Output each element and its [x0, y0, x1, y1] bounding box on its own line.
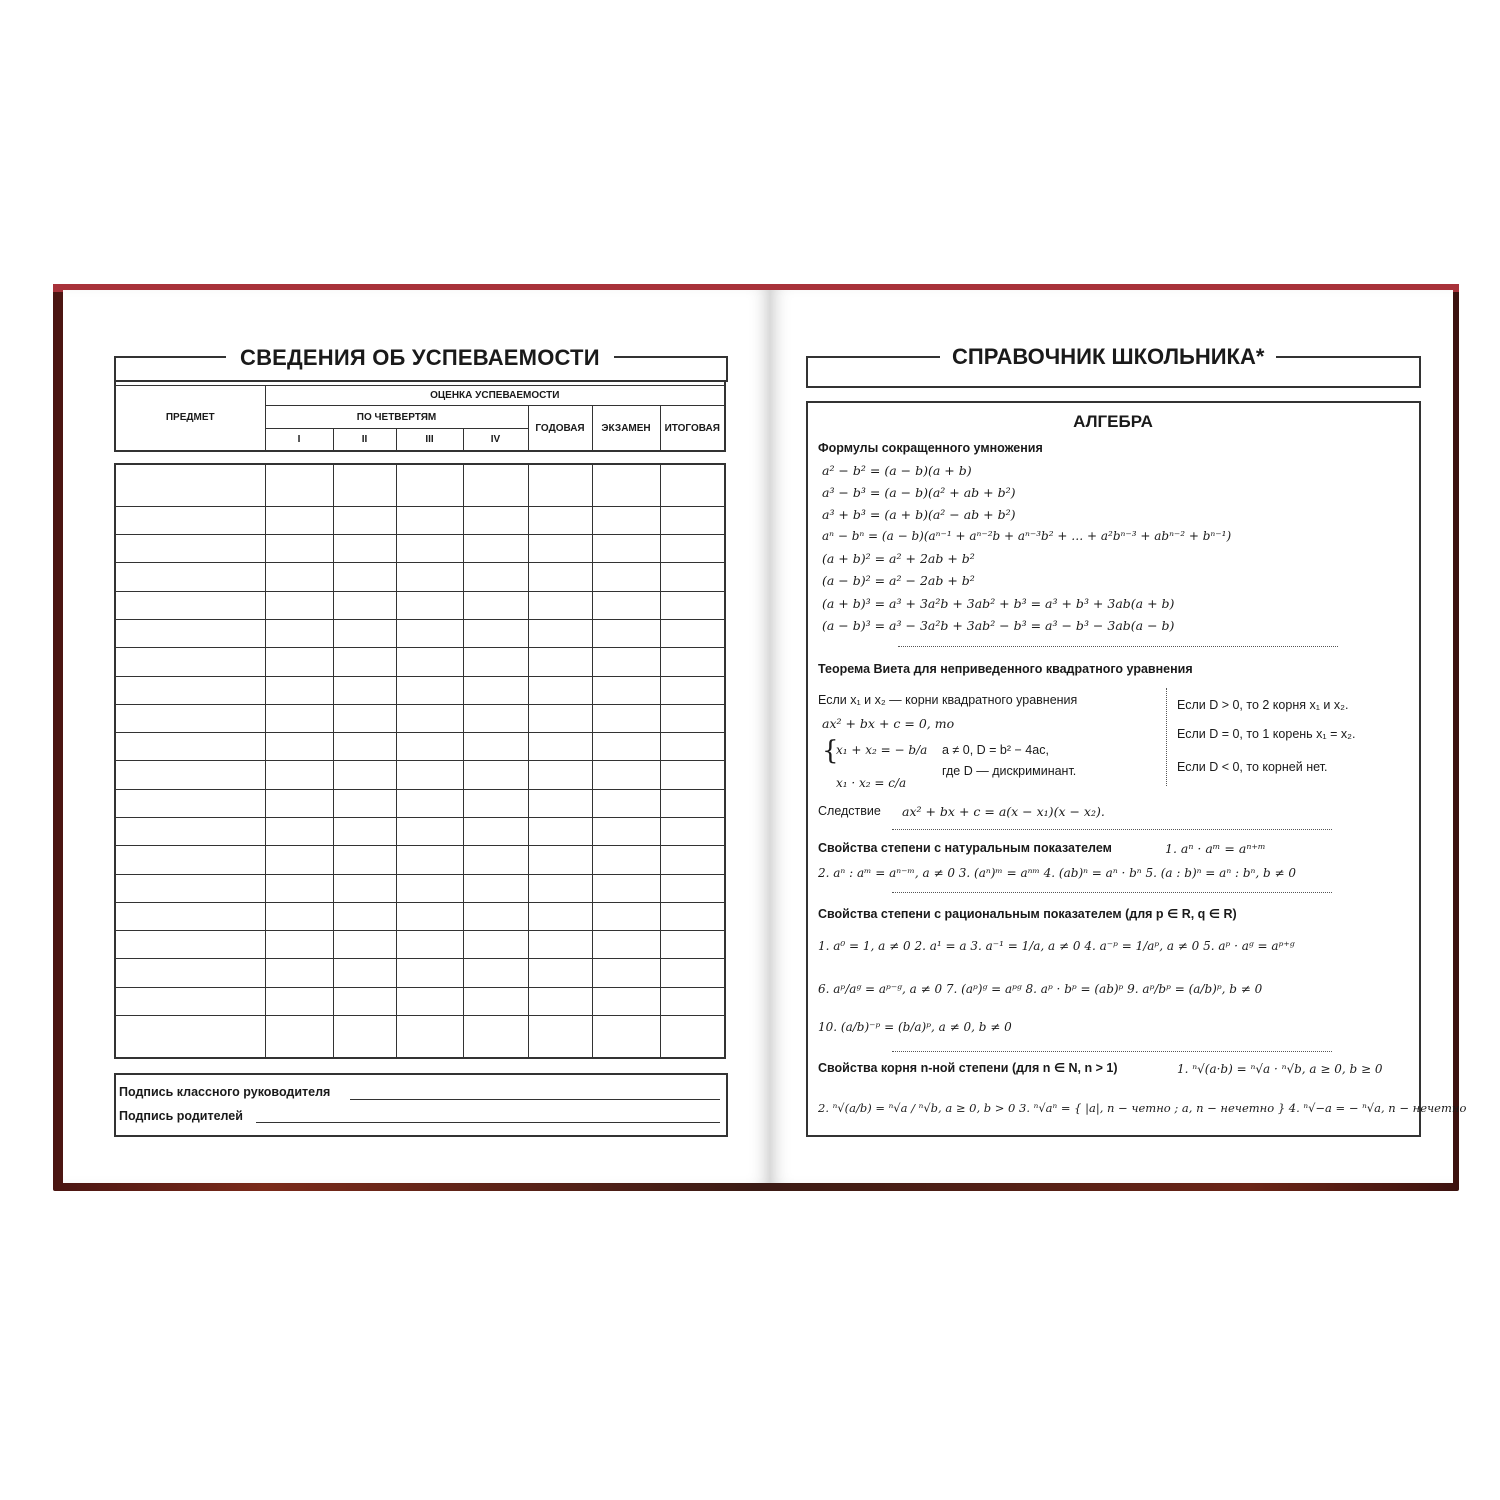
grade-cell[interactable]: [333, 818, 396, 846]
grade-cell[interactable]: [528, 648, 592, 676]
grade-cell[interactable]: [528, 506, 592, 534]
grade-cell[interactable]: [265, 563, 333, 591]
header-q1: I: [265, 428, 333, 451]
grade-cell[interactable]: [660, 648, 725, 676]
grade-cell[interactable]: [463, 620, 528, 648]
vertical-separator: [1166, 688, 1167, 786]
right-page-title: СПРАВОЧНИК ШКОЛЬНИКА*: [940, 344, 1276, 370]
grade-cell[interactable]: [265, 620, 333, 648]
header-q4: IV: [463, 428, 528, 451]
grade-cell[interactable]: [660, 464, 725, 506]
grade-cell[interactable]: [528, 818, 592, 846]
grade-cell[interactable]: [396, 931, 463, 959]
separator: [892, 892, 1332, 893]
signature-parents-label: Подпись родителей: [119, 1109, 243, 1123]
formula: aⁿ − bⁿ = (a − b)(aⁿ⁻¹ + aⁿ⁻²b + aⁿ⁻³b² + … + a²bⁿ⁻³ + abⁿ⁻² + bⁿ⁻¹): [822, 529, 1232, 543]
grade-cell[interactable]: [115, 987, 265, 1015]
formula: a³ − b³ = (a − b)(a² + ab + b²): [822, 485, 1016, 500]
table-row: [115, 535, 725, 563]
grade-cell[interactable]: [396, 563, 463, 591]
grade-cell[interactable]: [528, 733, 592, 761]
signature-teacher-line[interactable]: [350, 1099, 720, 1100]
grade-cell[interactable]: [660, 1015, 725, 1058]
formula: a² − b² = (a − b)(a + b): [822, 463, 972, 478]
grade-cell[interactable]: [660, 931, 725, 959]
vieta-sum: x₁ + x₂ = − b/a: [836, 743, 928, 757]
brace-icon: {: [822, 736, 839, 766]
grade-cell[interactable]: [528, 563, 592, 591]
grade-cell[interactable]: [463, 987, 528, 1015]
grade-cell[interactable]: [333, 591, 396, 619]
grade-cell[interactable]: [528, 676, 592, 704]
grade-cell[interactable]: [265, 761, 333, 789]
table-row: [115, 676, 725, 704]
formula: (a + b)³ = a³ + 3a²b + 3ab² + b³ = a³ + b³ + 3ab(a + b): [822, 596, 1175, 611]
grade-cell[interactable]: [265, 591, 333, 619]
header-annual: ГОДОВАЯ: [528, 406, 592, 451]
grade-body-table: [114, 463, 726, 1059]
grade-cell[interactable]: [396, 987, 463, 1015]
grade-cell[interactable]: [592, 648, 660, 676]
vieta-case1: Если D > 0, то 2 корня x₁ и x₂.: [1177, 698, 1349, 712]
table-row: [115, 902, 725, 930]
grade-cell[interactable]: [660, 733, 725, 761]
grade-cell[interactable]: [660, 704, 725, 732]
grade-cell[interactable]: [115, 620, 265, 648]
grade-cell[interactable]: [115, 704, 265, 732]
table-row: [115, 506, 725, 534]
grade-cell[interactable]: [115, 563, 265, 591]
grade-cell[interactable]: [115, 591, 265, 619]
table-row: [115, 591, 725, 619]
grade-cell[interactable]: [463, 506, 528, 534]
grade-cell[interactable]: [528, 959, 592, 987]
grade-cell[interactable]: [396, 733, 463, 761]
grade-cell[interactable]: [265, 733, 333, 761]
table-row: [115, 563, 725, 591]
table-row: [115, 761, 725, 789]
grade-cell[interactable]: [463, 1015, 528, 1058]
grade-cell[interactable]: [115, 874, 265, 902]
table-row: [115, 648, 725, 676]
grade-cell[interactable]: [592, 931, 660, 959]
grade-cell[interactable]: [265, 676, 333, 704]
grade-cell[interactable]: [333, 1015, 396, 1058]
grade-cell[interactable]: [592, 506, 660, 534]
grade-cell[interactable]: [115, 506, 265, 534]
grade-cell[interactable]: [333, 464, 396, 506]
grade-cell[interactable]: [592, 818, 660, 846]
header-q2: II: [333, 428, 396, 451]
grade-cell[interactable]: [265, 704, 333, 732]
grade-cell[interactable]: [660, 506, 725, 534]
root-property-row: 2. ⁿ√(a/b) = ⁿ√a / ⁿ√b, a ≥ 0, b > 0 3. ⁿ√aⁿ = { |a|, n − четно ; a, n − нечетно } 4. ⁿ√−a = − ⁿ√a, n − нечетно: [818, 1101, 1467, 1115]
grade-cell[interactable]: [660, 846, 725, 874]
grade-cell[interactable]: [463, 704, 528, 732]
grade-cell[interactable]: [660, 761, 725, 789]
grade-cell[interactable]: [528, 761, 592, 789]
corollary-formula: ax² + bx + c = a(x − x₁)(x − x₂).: [902, 804, 1105, 819]
formula: (a + b)² = a² + 2ab + b²: [822, 551, 975, 566]
grade-cell[interactable]: [396, 1015, 463, 1058]
root-title: Свойства корня n-ной степени (для n ∈ N, n > 1): [818, 1061, 1118, 1075]
grade-cell[interactable]: [463, 563, 528, 591]
grade-header-table: [114, 380, 726, 452]
grade-cell[interactable]: [463, 676, 528, 704]
grade-cell[interactable]: [115, 648, 265, 676]
grade-cell[interactable]: [396, 506, 463, 534]
grade-cell[interactable]: [463, 591, 528, 619]
grade-cell[interactable]: [265, 959, 333, 987]
grade-cell[interactable]: [396, 704, 463, 732]
vieta-line1: Если x₁ и x₂ — корни квадратного уравнения: [818, 693, 1078, 707]
grade-cell[interactable]: [463, 733, 528, 761]
grade-cell[interactable]: [396, 846, 463, 874]
grade-cell[interactable]: [592, 535, 660, 563]
grade-cell[interactable]: [592, 563, 660, 591]
grade-cell[interactable]: [396, 761, 463, 789]
grade-cell[interactable]: [528, 620, 592, 648]
grade-cell[interactable]: [592, 789, 660, 817]
grade-cell[interactable]: [396, 676, 463, 704]
grade-cell[interactable]: [396, 464, 463, 506]
vieta-case3: Если D < 0, то корней нет.: [1177, 760, 1328, 774]
root-property-1: 1. ⁿ√(a·b) = ⁿ√a · ⁿ√b, a ≥ 0, b ≥ 0: [1177, 1062, 1383, 1076]
table-row: [115, 874, 725, 902]
grade-cell[interactable]: [333, 902, 396, 930]
grade-cell[interactable]: [660, 902, 725, 930]
grade-cell[interactable]: [265, 874, 333, 902]
grade-cell[interactable]: [528, 535, 592, 563]
vieta-title: Теорема Виета для неприведенного квадратного уравнения: [818, 662, 1193, 676]
grade-cell[interactable]: [265, 902, 333, 930]
grade-cell[interactable]: [660, 818, 725, 846]
grade-cell[interactable]: [463, 818, 528, 846]
grade-cell[interactable]: [333, 846, 396, 874]
grade-cell[interactable]: [528, 987, 592, 1015]
formula: (a − b)³ = a³ − 3a²b + 3ab² − b³ = a³ − b³ − 3ab(a − b): [822, 618, 1175, 633]
grade-cell[interactable]: [115, 931, 265, 959]
table-row: [115, 818, 725, 846]
separator: [898, 646, 1338, 647]
grade-cell[interactable]: [592, 620, 660, 648]
grade-cell[interactable]: [660, 620, 725, 648]
formula: (a − b)² = a² − 2ab + b²: [822, 573, 975, 588]
rational-power-row1: 1. a⁰ = 1, a ≠ 0 2. a¹ = a 3. a⁻¹ = 1/a, a ≠ 0 4. a⁻ᵖ = 1/aᵖ, a ≠ 0 5. aᵖ · aᵍ = aᵖ⁺ᵍ: [818, 939, 1295, 953]
table-row: [115, 931, 725, 959]
grade-cell[interactable]: [115, 676, 265, 704]
natural-power-row: 2. aⁿ : aᵐ = aⁿ⁻ᵐ, a ≠ 0 3. (aⁿ)ᵐ = aⁿᵐ 4. (ab)ⁿ = aⁿ · bⁿ 5. (a : b)ⁿ = aⁿ : bⁿ, b ≠ 0: [818, 866, 1297, 880]
grade-cell[interactable]: [528, 846, 592, 874]
grade-cell[interactable]: [115, 733, 265, 761]
grade-cell[interactable]: [115, 761, 265, 789]
table-row: [115, 987, 725, 1015]
grade-cell[interactable]: [592, 1015, 660, 1058]
header-quarters: ПО ЧЕТВЕРТЯМ: [265, 406, 528, 429]
rational-power-row3: 10. (a/b)⁻ᵖ = (b/a)ᵖ, a ≠ 0, b ≠ 0: [818, 1020, 1012, 1034]
grade-cell[interactable]: [265, 789, 333, 817]
corollary-label: Следствие: [818, 804, 881, 818]
grade-cell[interactable]: [660, 789, 725, 817]
grade-cell[interactable]: [265, 987, 333, 1015]
grade-cell[interactable]: [265, 535, 333, 563]
grade-cell[interactable]: [592, 591, 660, 619]
grade-cell[interactable]: [333, 959, 396, 987]
grade-cell[interactable]: [592, 874, 660, 902]
vieta-where: где D — дискриминант.: [942, 764, 1077, 778]
grade-cell[interactable]: [115, 789, 265, 817]
signature-parents-line[interactable]: [256, 1122, 720, 1123]
grade-cell[interactable]: [115, 535, 265, 563]
grade-cell[interactable]: [115, 464, 265, 506]
vieta-line2: ax² + bx + c = 0, то: [822, 716, 955, 731]
grade-cell[interactable]: [333, 931, 396, 959]
table-row: [115, 620, 725, 648]
grade-cell[interactable]: [463, 959, 528, 987]
grade-cell[interactable]: [528, 591, 592, 619]
grade-cell[interactable]: [592, 761, 660, 789]
header-exam: ЭКЗАМЕН: [592, 406, 660, 451]
grade-cell[interactable]: [528, 1015, 592, 1058]
grade-cell[interactable]: [592, 846, 660, 874]
grade-cell[interactable]: [115, 902, 265, 930]
grade-cell[interactable]: [660, 959, 725, 987]
grade-cell[interactable]: [463, 648, 528, 676]
header-final: ИТОГОВАЯ: [660, 406, 725, 451]
grade-cell[interactable]: [463, 789, 528, 817]
formula: a³ + b³ = (a + b)(a² − ab + b²): [822, 507, 1016, 522]
grade-cell[interactable]: [396, 591, 463, 619]
grade-cell[interactable]: [660, 563, 725, 591]
grade-cell[interactable]: [463, 535, 528, 563]
grade-cell[interactable]: [463, 761, 528, 789]
header-subject: ПРЕДМЕТ: [115, 385, 265, 451]
rational-power-title: Свойства степени с рациональным показателем (для p ∈ R, q ∈ R): [818, 907, 1237, 921]
grade-cell[interactable]: [592, 676, 660, 704]
section-title: АЛГЕБРА: [1073, 412, 1153, 431]
natural-power-1: 1. aⁿ · aᵐ = aⁿ⁺ᵐ: [1165, 841, 1266, 856]
table-row: [115, 1015, 725, 1058]
grade-cell[interactable]: [528, 931, 592, 959]
grade-cell[interactable]: [396, 620, 463, 648]
table-row: [115, 733, 725, 761]
abbrev-title: Формулы сокращенного умножения: [818, 441, 1043, 455]
grade-cell[interactable]: [592, 733, 660, 761]
grade-cell[interactable]: [115, 846, 265, 874]
grade-cell[interactable]: [115, 1015, 265, 1058]
grade-cell[interactable]: [396, 874, 463, 902]
separator: [892, 1051, 1332, 1052]
grade-cell[interactable]: [333, 648, 396, 676]
grade-cell[interactable]: [396, 902, 463, 930]
grade-cell[interactable]: [333, 620, 396, 648]
grade-cell[interactable]: [528, 464, 592, 506]
grade-cell[interactable]: [333, 563, 396, 591]
grade-cell[interactable]: [396, 959, 463, 987]
table-row: [115, 704, 725, 732]
grade-cell[interactable]: [396, 535, 463, 563]
grade-cell[interactable]: [115, 818, 265, 846]
grade-cell[interactable]: [265, 506, 333, 534]
grade-cell[interactable]: [333, 506, 396, 534]
grade-cell[interactable]: [463, 902, 528, 930]
grade-cell[interactable]: [463, 931, 528, 959]
grade-cell[interactable]: [396, 818, 463, 846]
rational-power-row2: 6. aᵖ/aᵍ = aᵖ⁻ᵍ, a ≠ 0 7. (aᵖ)ᵍ = aᵖᵍ 8. aᵖ · bᵖ = (ab)ᵖ 9. aᵖ/bᵖ = (a/b)ᵖ, b ≠ 0: [818, 982, 1263, 996]
grade-cell[interactable]: [333, 987, 396, 1015]
grade-cell[interactable]: [115, 959, 265, 987]
grade-cell[interactable]: [333, 874, 396, 902]
grade-cell[interactable]: [463, 846, 528, 874]
grade-cell[interactable]: [333, 761, 396, 789]
grade-cell[interactable]: [660, 987, 725, 1015]
table-row: [115, 789, 725, 817]
grade-cell[interactable]: [265, 846, 333, 874]
table-row: [115, 846, 725, 874]
grade-cell[interactable]: [265, 818, 333, 846]
header-performance: ОЦЕНКА УСПЕВАЕМОСТИ: [265, 385, 725, 406]
vieta-condition: a ≠ 0, D = b² − 4ac,: [942, 743, 1049, 757]
vieta-case2: Если D = 0, то 1 корень x₁ = x₂.: [1177, 727, 1356, 741]
grade-cell[interactable]: [528, 874, 592, 902]
grade-cell[interactable]: [265, 931, 333, 959]
grade-cell[interactable]: [660, 591, 725, 619]
grade-cell[interactable]: [592, 959, 660, 987]
grade-cell[interactable]: [592, 902, 660, 930]
grade-cell[interactable]: [592, 704, 660, 732]
grade-cell[interactable]: [265, 1015, 333, 1058]
grade-cell[interactable]: [265, 464, 333, 506]
grade-cell[interactable]: [265, 648, 333, 676]
signature-box: [114, 1073, 728, 1137]
grade-cell[interactable]: [660, 874, 725, 902]
grade-cell[interactable]: [396, 789, 463, 817]
grade-cell[interactable]: [660, 676, 725, 704]
natural-power-title: Свойства степени с натуральным показателем: [818, 841, 1112, 855]
grade-cell[interactable]: [463, 464, 528, 506]
signature-teacher-label: Подпись классного руководителя: [119, 1085, 331, 1099]
table-row: [115, 959, 725, 987]
header-q3: III: [396, 428, 463, 451]
table-row: [115, 464, 725, 506]
grade-cell[interactable]: [528, 704, 592, 732]
grade-cell[interactable]: [333, 733, 396, 761]
grade-cell[interactable]: [592, 987, 660, 1015]
grade-cell[interactable]: [660, 535, 725, 563]
grade-cell[interactable]: [333, 535, 396, 563]
grade-cell[interactable]: [333, 789, 396, 817]
grade-cell[interactable]: [463, 874, 528, 902]
left-page-title: СВЕДЕНИЯ ОБ УСПЕВАЕМОСТИ: [226, 345, 614, 371]
grade-cell[interactable]: [528, 789, 592, 817]
grade-cell[interactable]: [528, 902, 592, 930]
grade-cell[interactable]: [396, 648, 463, 676]
grade-cell[interactable]: [333, 676, 396, 704]
grade-cell[interactable]: [333, 704, 396, 732]
separator: [892, 829, 1332, 830]
grade-cell[interactable]: [592, 464, 660, 506]
vieta-product: x₁ · x₂ = c/a: [836, 776, 907, 790]
